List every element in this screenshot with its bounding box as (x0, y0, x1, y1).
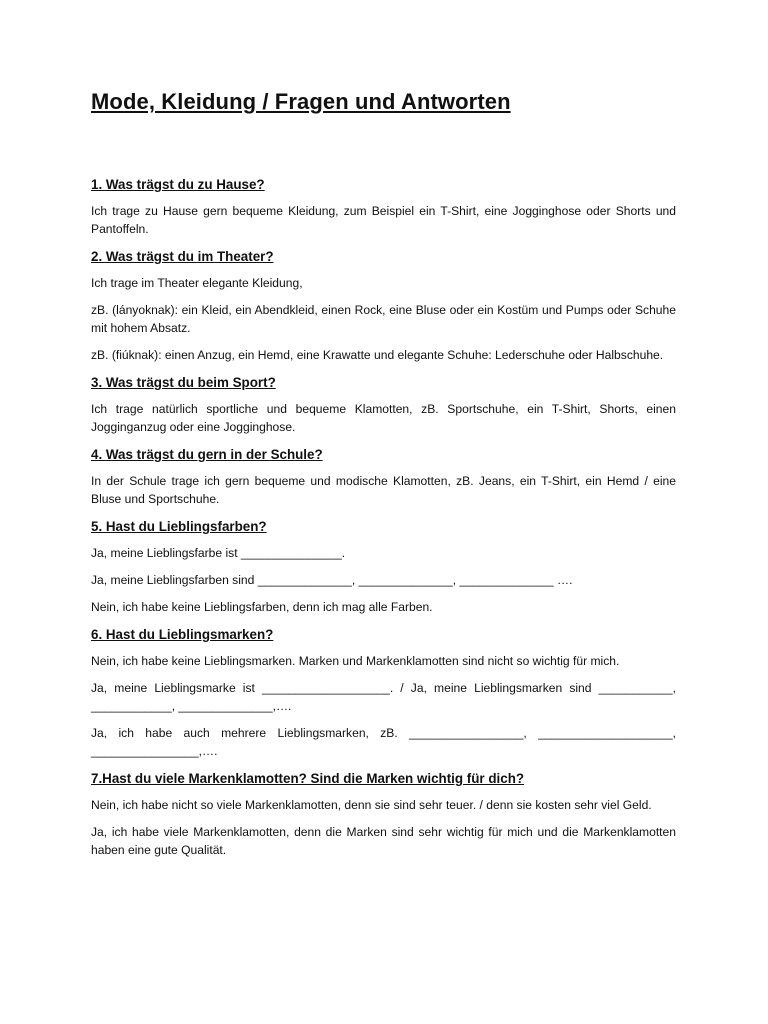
answer-paragraph: Nein, ich habe keine Lieblingsfarben, denn ich mag alle Farben. (91, 600, 433, 614)
answer-paragraph: zB. (lányoknak): ein Kleid, ein Abendkleid, einen Rock, eine Bluse oder ein Kostüm und Pumps oder Schuhe mit hohem Absatz. (91, 303, 676, 335)
question-heading: 6. Hast du Lieblingsmarken? (91, 627, 274, 642)
answer-paragraph: Ja, ich habe viele Markenklamotten, denn die Marken sind sehr wichtig für mich und die Markenklamotten haben eine gute Qualität. (91, 825, 676, 857)
section-7 (91, 770, 676, 859)
question-heading: 5. Hast du Lieblingsfarben? (91, 519, 267, 534)
question-heading: 1. Was trägst du zu Hause? (91, 177, 265, 192)
answer-paragraph: Ja, ich habe auch mehrere Lieblingsmarken, zB. _________________, ____________________, ________________,…. (91, 726, 676, 758)
page-title: Mode, Kleidung / Fragen und Antworten (91, 89, 511, 114)
section-2 (91, 248, 676, 364)
answer-paragraph: zB. (fiúknak): einen Anzug, ein Hemd, eine Krawatte und elegante Schuhe: Lederschuhe oder Halbschuhe. (91, 348, 664, 362)
answer-paragraph: Ich trage zu Hause gern bequeme Kleidung, zum Beispiel ein T-Shirt, eine Jogginghose oder Shorts und Pantoffeln. (91, 204, 676, 236)
section-5 (91, 518, 676, 616)
answer-paragraph: Ja, meine Lieblingsfarbe ist _______________. (91, 546, 346, 560)
answer-paragraph: Nein, ich habe nicht so viele Markenklamotten, denn sie sind sehr teuer. / denn sie kosten sehr viel Geld. (91, 798, 652, 812)
section-3 (91, 374, 676, 436)
answer-paragraph: Ich trage natürlich sportliche und bequeme Klamotten, zB. Sportschuhe, ein T-Shirt, Shorts, einen Jogginganzug oder eine Jogginghose. (91, 402, 676, 434)
section-4 (91, 446, 676, 508)
answer-paragraph: Ich trage im Theater elegante Kleidung, (91, 276, 303, 290)
question-heading: 4. Was trägst du gern in der Schule? (91, 447, 323, 462)
section-1 (91, 176, 676, 238)
answer-paragraph: Ja, meine Lieblingsmarke ist ___________________. / Ja, meine Lieblingsmarken sind ___________, ____________, ______________,…. (91, 681, 676, 713)
answer-paragraph: Ja, meine Lieblingsfarben sind ______________, ______________, ______________ …. (91, 573, 573, 587)
answer-paragraph: Nein, ich habe keine Lieblingsmarken. Marken und Markenklamotten sind nicht so wichtig für mich. (91, 654, 620, 668)
question-heading: 7.Hast du viele Markenklamotten? Sind die Marken wichtig für dich? (91, 771, 525, 786)
question-heading: 2. Was trägst du im Theater? (91, 249, 274, 264)
answer-paragraph: In der Schule trage ich gern bequeme und modische Klamotten, zB. Jeans, ein T-Shirt, ein Hemd / eine Bluse und Sportschuhe. (91, 474, 676, 506)
question-heading: 3. Was trägst du beim Sport? (91, 375, 276, 390)
section-6 (91, 626, 676, 760)
